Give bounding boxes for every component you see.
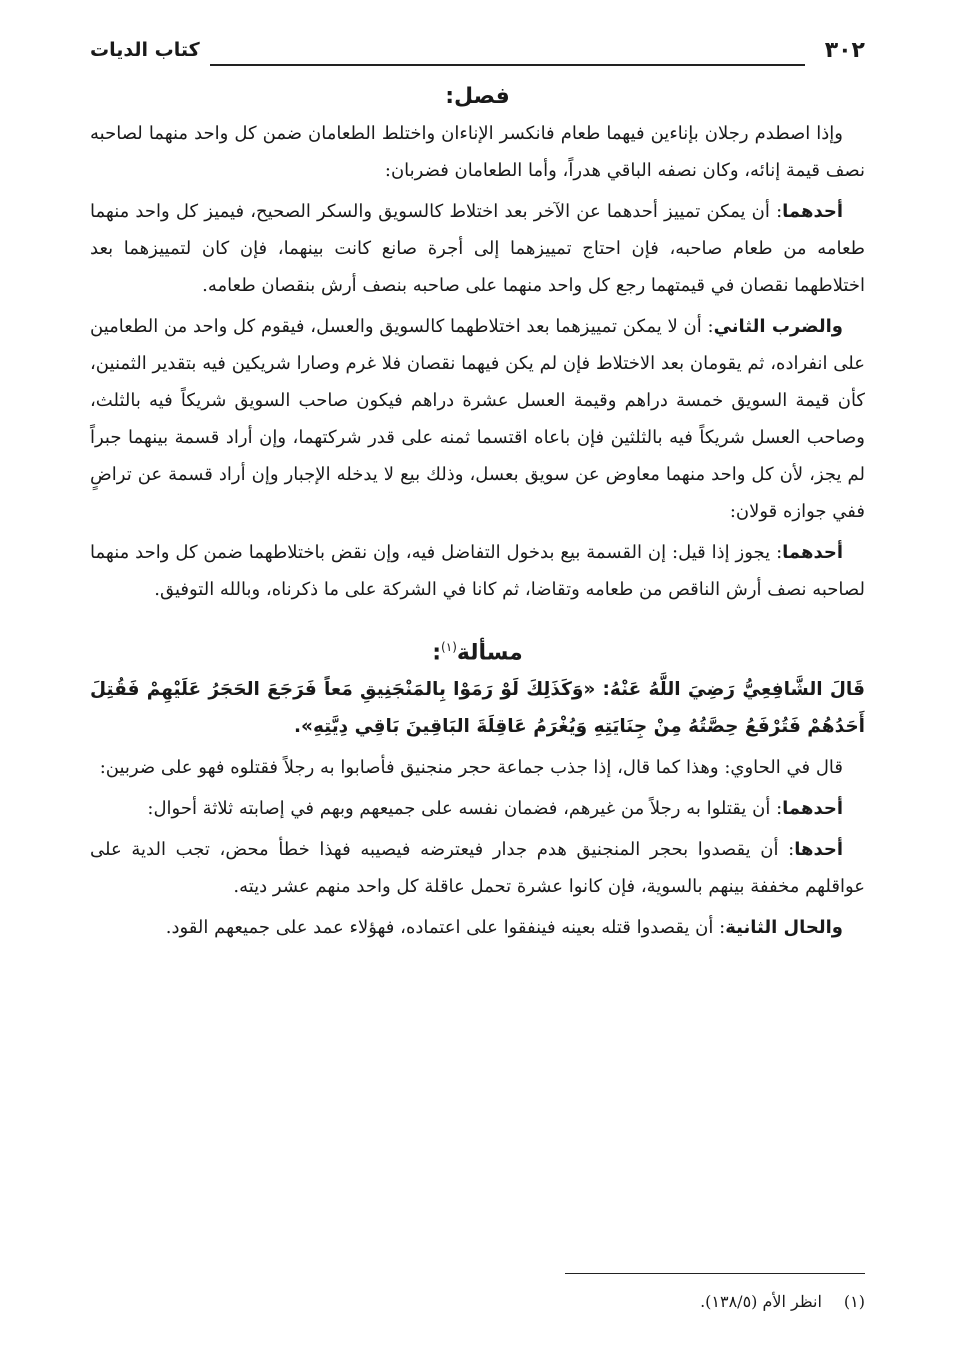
paragraph-lead: والضرب الثاني [713, 316, 843, 337]
footnote-rule [565, 1273, 865, 1274]
paragraph-text: : أن يمكن تمييز أحدهما عن الآخر بعد اختلاط كالسويق والسكر الصحيح، فيميز كل واحد منهما طعامه من طعام صاحبه، فإن احتاج تمييزهما إلى أجرة صانع كانت بينهما، فإن كان لتمييزهما بعد اختلاطهما نقصان في قيمتهما رجع كل واحد منهما على صاحبه بنصف أرش بنقصان طعامه. [90, 201, 865, 296]
paragraph-lead: أحدهما [782, 542, 843, 563]
paragraph [90, 193, 865, 304]
section-heading-fasl: فصل: [445, 84, 510, 109]
paragraph-lead: والحال الثانية [725, 917, 843, 939]
paragraph-lead: أحدهما [782, 798, 843, 820]
paragraph [90, 534, 865, 608]
header-rule [210, 64, 805, 66]
paragraph-text: : أن يقصدوا بحجر المنجنيق هدم جدار فيعترضه فيصيبه فهذا خطأ محض، تجب الدية على عواقلهم مخففة بينهم بالسوية، فإن كانوا عشرة تحمل عاقلة كل واحد منهم عشر ديته. [90, 839, 865, 898]
footnote-number: (١) [843, 1292, 865, 1311]
paragraph-text: : أن لا يمكن تمييزهما بعد اختلاطهما كالسويق والعسل، فيقوم كل واحد من الطعامين على انفراده، ثم يقومان بعد الاختلاط فإن لم يكن فيهما نقصان فلا غرم وصارا شريكين فيه بتقدير الثمنين، كأن قيمة السويق خمسة دراهم وقيمة العسل عشرة دراهم فيكون صاحب السويق شريكاً فيه بالثلث، وصاحب العسل شريكاً فيه بالثلثين فإن باعاه اقتسما ثمنه على قدر شركتهما، وإن أراد قسمة بينهما جبراً لم يجز، لأن كل واحد منهما معاوض عن سويق بعسل، وذلك بيع لا يدخله الإجبار وإن أراد قسمة عن تراضٍ ففي جوازه قولان: [90, 316, 865, 522]
paragraph [90, 831, 865, 905]
paragraph [90, 909, 865, 946]
book-page [90, 30, 865, 1311]
paragraph-lead: أحدهما [782, 201, 843, 222]
heading-colon: : [432, 640, 442, 666]
book-title: كتاب الديات [90, 39, 200, 61]
shafii-quote: قَالَ الشَّافِعِيُّ رَضِيَ اللَّهُ عَنْهُ: «وَكَذَلِكَ لَوْ رَمَوْا بِالمَنْجَنِيقِ مَعاً فَرَجَعَ الحَجَرُ عَلَيْهِمْ فَقُتِلَ أَحَدُهُمْ فَتُرْفَعُ حِصَّتُهُ مِنْ جِنَايَتِهِ وَيُغْرَمُ عَاقِلَةَ البَاقِينَ بَاقِي دِيَّتِهِ». [90, 679, 865, 738]
running-head [90, 30, 865, 70]
page-number: ٣٠٢ [824, 37, 865, 63]
paragraph: قال في الحاوي: وهذا كما قال، إذا جذب جماعة حجر منجنيق فأصابوا به رجلاً فقتلوه فهو على ضربين: [99, 757, 843, 779]
section-gap [90, 612, 865, 626]
paragraph: وإذا اصطدم رجلان بإناءين فيهما طعام فانكسر الإناءان واختلط الطعامان ضمن كل واحد منهما لصاحبه نصف قيمة إنائه، وكان نصفه الباقي هدراً، وأما الطعامان فضربان: [90, 123, 865, 181]
paragraph-text: : يجوز إذا قيل: إن القسمة بيع بدخول التفاضل فيه، وإن نقض باختلاطهما ضمن كل واحد منهما لصاحبه نصف أرش الناقص من طعامه وتقاضا، ثم كانا في الشركة على ما ذكرناه، وبالله التوفيق. [90, 542, 865, 600]
heading-text: مسألة [456, 640, 523, 666]
footnote-text: انظر الأم (١٣٨/٥). [700, 1292, 822, 1311]
paragraph-lead: أحدها [794, 839, 843, 861]
paragraph-text: : أن يقصدوا قتله بعينه فينفقوا على اعتماده، فهؤلاء عمد على جميعهم القود. [165, 917, 726, 939]
paragraph-text: : أن يقتلوا به رجلاً من غيرهم، فضمان نفسه على جميعهم وبهم في إصابته ثلاثة أحوال: [147, 798, 783, 820]
paragraph [90, 790, 865, 827]
paragraph [90, 308, 865, 530]
footnote-marker: (١) [441, 640, 457, 654]
footnote [700, 1292, 865, 1311]
section-heading-masala [90, 640, 865, 665]
